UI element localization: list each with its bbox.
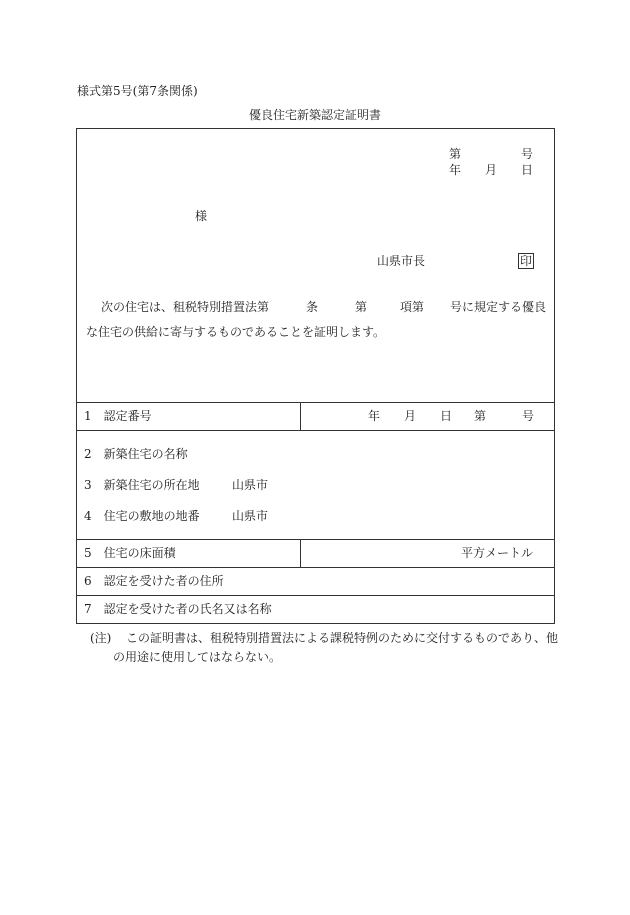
row7-label: 7 認定を受けた者の氏名又は名称 (84, 602, 272, 616)
date-day: 日 (521, 163, 534, 177)
statement-line2: な住宅の供給に寄与するものであることを証明します。 (86, 325, 386, 339)
row4-value: 山県市 (232, 509, 269, 523)
note-line1: この証明書は、租税特別措置法による課税特例のために交付するものであり、他 (126, 631, 559, 645)
statement-line1-part3: 第 (355, 300, 368, 314)
note-prefix: (注) (90, 631, 112, 645)
row1-number-prefix: 第 (474, 409, 487, 423)
row1-day: 日 (440, 409, 453, 423)
row1-label: 1 認定番号 (84, 409, 152, 423)
row2-label: 2 新築住宅の名称 (84, 447, 188, 461)
certificate-form (76, 128, 555, 624)
date-month: 月 (485, 163, 498, 177)
statement-line1-part2: 条 (306, 300, 319, 314)
statement-line1-part4: 項第 (400, 300, 425, 314)
row1-month: 月 (404, 409, 417, 423)
statement-line1-part1: 次の住宅は、租税特別措置法第 (101, 300, 270, 314)
row5-unit: 平方メートル (461, 546, 534, 560)
row1-number-suffix: 号 (522, 409, 535, 423)
official-seal (518, 253, 534, 269)
form-number-label: 様式第5号(第7条関係) (77, 84, 198, 98)
addressee-suffix: 様 (195, 209, 208, 223)
row1-year: 年 (368, 409, 381, 423)
number-prefix: 第 (449, 147, 462, 161)
note-line2: の用途に使用してはならない。 (113, 650, 282, 664)
issuer-title: 山県市長 (377, 254, 426, 268)
row5-label: 5 住宅の床面積 (84, 546, 176, 560)
row6-label: 6 認定を受けた者の住所 (84, 574, 224, 588)
document-title: 優良住宅新築認定証明書 (248, 108, 381, 122)
date-year: 年 (449, 163, 462, 177)
statement-line1-part5: 号に規定する優良 (450, 300, 547, 314)
seal-mark: 印 (520, 254, 533, 268)
row3-label: 3 新築住宅の所在地 (84, 478, 200, 492)
row3-value: 山県市 (232, 478, 269, 492)
row4-label: 4 住宅の敷地の地番 (84, 509, 200, 523)
number-suffix: 号 (521, 147, 534, 161)
